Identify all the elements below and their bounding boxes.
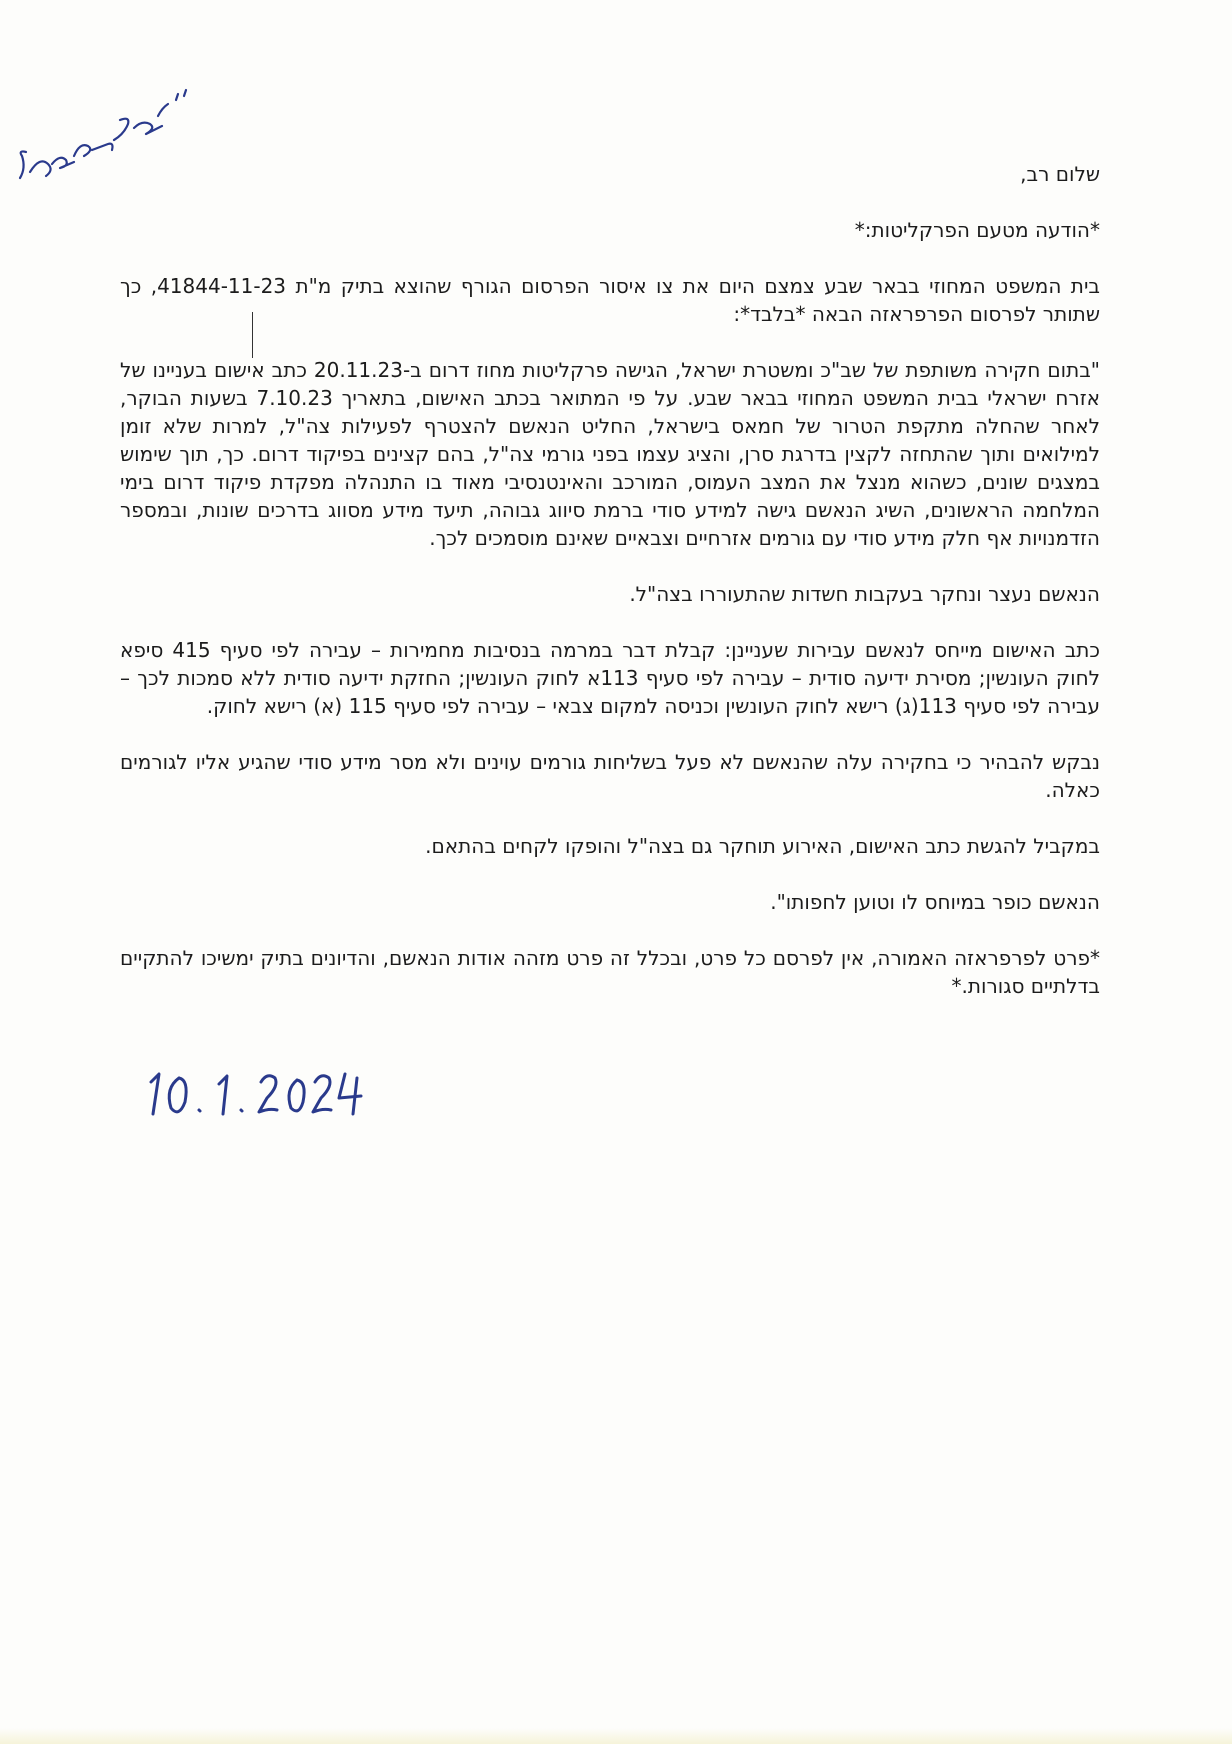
letter-body [120,160,1100,1028]
paragraph-investigation: "בתום חקירה משותפת של שב"כ ומשטרת ישראל, הגישה פרקליטות מחוז דרום ב-20.11.23 כתב אישום בעניינו של אזרח ישראלי בבית המשפט המחוזי בבאר שבע. על פי המתואר בכתב האישום, בתאריך 7.10.23 בשעות הבוקר, לאחר שהחלה מתקפת הטרור של חמאס בישראל, החליט הנאשם להצטרף לפעילות צה"ל, למרות שלא זומן למילואים ותוך שהתחזה לקצין בדרגת סרן, והציג עצמו בפני גורמי צה"ל, בהם קצינים בפיקוד דרום. כך, תוך שימוש במצגים שונים, כשהוא מנצל את המצב העמוס, המורכב והאינטנסיבי מאוד בו התנהלה מפקדת פיקוד דרום בימי המלחמה הראשונים, השיג הנאשם גישה למידע סודי ברמת סיווג גבוהה, תיעד מידע מסווג בדרכים שונות, ובמספר הזדמנויות אף חלק מידע סודי עם גורמים אזרחיים וצבאיים שאינם מוסמכים לכך. [120,358,1100,550]
paragraph-publication-restriction: *פרט לפרפראזה האמורה, אין לפרסם כל פרט, ובכלל זה פרט מזהה אודות הנאשם, והדיונים בתיק ימשיכו להתקיים בדלתיים סגורות.* [120,946,1100,998]
paragraph-idf-review: במקביל להגשת כתב האישום, האירוע תוחקר גם בצה"ל והופקו לקחים בהתאם. [425,834,1100,858]
paragraph-arrest: הנאשם נעצר ונחקר בעקבות חשדות שהתעוררו בצה"ל. [629,582,1100,606]
paragraph-court-decision: בית המשפט המחוזי בבאר שבע צמצם היום את צו איסור הפרסום הגורף שהוצא בתיק מ"ת 41844-11-23, כך שתותר לפרסום הפרפראזה הבאה *בלבד*: [120,274,1100,326]
paragraph-clarification: נבקש להבהיר כי בחקירה עלה שהנאשם לא פעל בשליחות גורמים עוינים ולא מסר מידע סודי שהגיע אליו לגורמים כאלה. [120,750,1100,802]
scan-edge-stain [0,1728,1232,1744]
paragraph-denial: הנאשם כופר במיוחס לו וטוען לחפותו". [770,890,1100,914]
greeting: שלום רב, [1020,162,1100,186]
notice-heading: *הודעה מטעם הפרקליטות:* [854,218,1100,242]
handwritten-date [145,1060,375,1120]
paragraph-charges: כתב האישום מייחס לנאשם עבירות שעניינן: קבלת דבר במרמה בנסיבות מחמירות – עבירה לפי סעיף 415 סיפא לחוק העונשין; מסירת ידיעה סודית – עבירה לפי סעיף 113א לחוק העונשין; החזקת ידיעה סודית ללא סמכות לכך – עבירה לפי סעיף 113(ג) רישא לחוק העונשין וכניסה למקום צבאי – עבירה לפי סעיף 115 (א) רישא לחוק. [120,638,1100,718]
